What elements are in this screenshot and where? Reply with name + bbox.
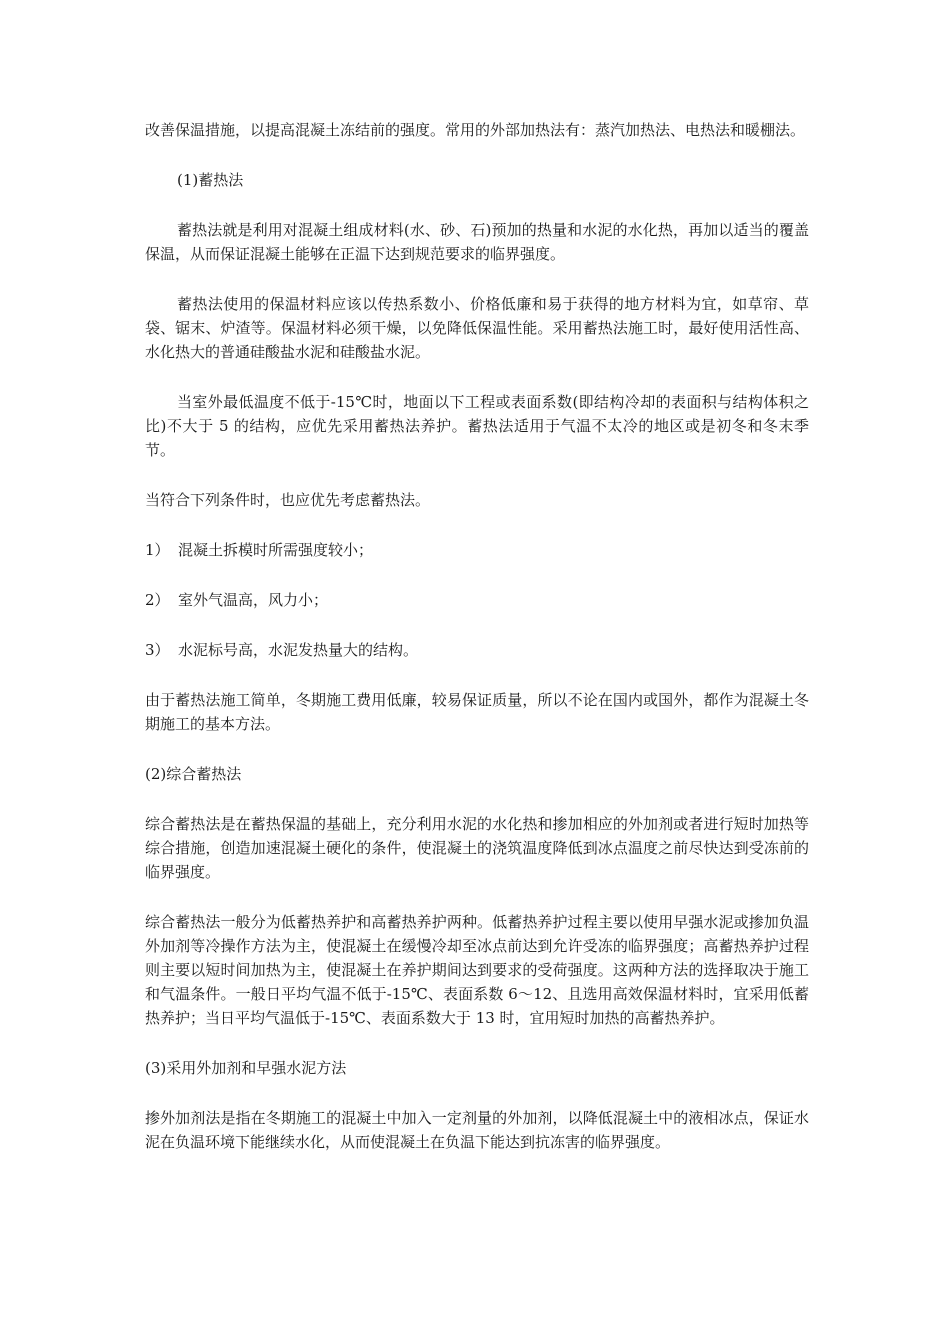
- paragraph-basic-method: 由于蓄热法施工简单，冬期施工费用低廉，较易保证质量，所以不论在国内或国外，都作为混凝土冬期施工的基本方法。: [145, 691, 809, 733]
- list-number: 3）: [145, 641, 170, 659]
- list-item: [145, 538, 809, 562]
- paragraph-low-high-curing: 综合蓄热法一般分为低蓄热养护和高蓄热养护两种。低蓄热养护过程主要以使用早强水泥或掺加负温外加剂等冷操作方法为主，使混凝土在缓慢冷却至冰点前达到允许受冻的临界强度；高蓄热养护过程则主要以短时间加热为主，使混凝土在养护期间达到要求的受荷强度。这两种方法的选择取决于施工和气温条件。一般日平均气温不低于-15℃、表面系数 6～12、且选用高效保温材料时，宜采用低蓄热养护；当日平均气温低于-15℃、表面系数大于 13 时，宜用短时加热的高蓄热养护。: [145, 913, 809, 1027]
- list-item: [145, 588, 809, 612]
- paragraph-heat-storage-definition: 蓄热法就是利用对混凝土组成材料(水、砂、石)预加的热量和水泥的水化热，再加以适当的覆盖保温，从而保证混凝土能够在正温下达到规范要求的临界强度。: [145, 221, 809, 263]
- paragraph-admixture-definition: 掺外加剂法是指在冬期施工的混凝土中加入一定剂量的外加剂，以降低混凝土中的液相冰点，保证水泥在负温环境下能继续水化，从而使混凝土在负温下能达到抗冻害的临界强度。: [145, 1109, 809, 1151]
- list-number: 1）: [145, 541, 170, 559]
- paragraph-conditions-intro: 当符合下列条件时，也应优先考虑蓄热法。: [145, 491, 431, 509]
- paragraph-comprehensive-definition: 综合蓄热法是在蓄热保温的基础上，充分利用水泥的水化热和掺加相应的外加剂或者进行短时加热等综合措施，创造加速混凝土硬化的条件，使混凝土的浇筑温度降低到冰点温度之前尽快达到受冻前的临界强度。: [145, 815, 809, 881]
- document-page: [145, 118, 809, 1180]
- paragraph-insulation-materials: 蓄热法使用的保温材料应该以传热系数小、价格低廉和易于获得的地方材料为宜，如草帘、草袋、锯末、炉渣等。保温材料必须干燥，以免降低保温性能。采用蓄热法施工时，最好使用活性高、水化热大的普通硅酸盐水泥和硅酸盐水泥。: [145, 295, 809, 361]
- list-text: 室外气温高，风力小；: [178, 591, 329, 609]
- heading-heat-storage: (1)蓄热法: [177, 171, 244, 189]
- list-text: 水泥标号高，水泥发热量大的结构。: [178, 641, 419, 659]
- heading-admixture-method: (3)采用外加剂和早强水泥方法: [145, 1059, 347, 1077]
- heading-comprehensive-heat-storage: (2)综合蓄热法: [145, 765, 242, 783]
- list-text: 混凝土拆模时所需强度较小；: [178, 541, 374, 559]
- list-item: [145, 638, 809, 662]
- paragraph-applicability: 当室外最低温度不低于-15℃时，地面以下工程或表面系数(即结构冷却的表面积与结构体积之比)不大于 5 的结构，应优先采用蓄热法养护。蓄热法适用于气温不太冷的地区或是初冬和冬末季节。: [145, 393, 809, 459]
- list-number: 2）: [145, 591, 170, 609]
- paragraph-heating-methods: 改善保温措施，以提高混凝土冻结前的强度。常用的外部加热法有：蒸汽加热法、电热法和暖棚法。: [145, 121, 806, 139]
